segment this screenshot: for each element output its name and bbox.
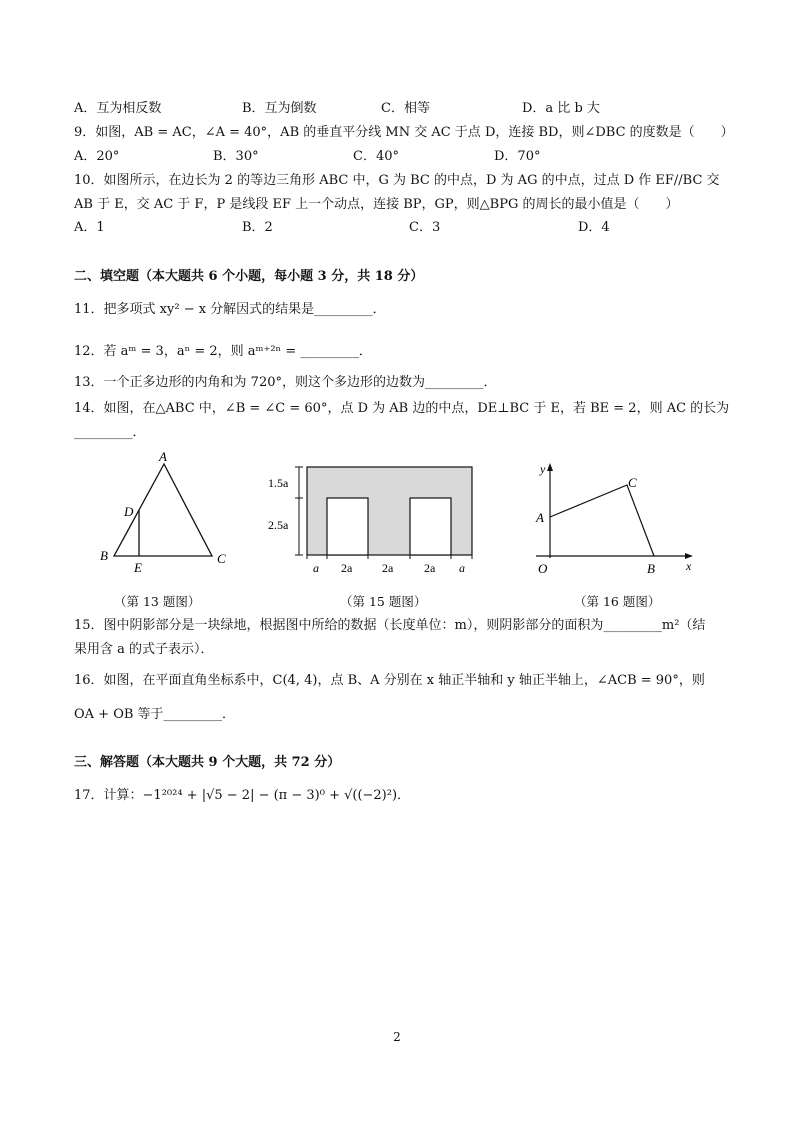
- q8-option-b: B．互为倒数: [242, 101, 317, 116]
- label-2-5a: 2.5a: [268, 518, 289, 532]
- cutout-right: [410, 498, 451, 555]
- q9-option-b: B．30°: [213, 149, 259, 164]
- figure-16-coordinate-plane: [530, 460, 700, 580]
- figure-13-caption: （第 13 题图）: [114, 594, 201, 609]
- q8-option-c: C．相等: [381, 101, 430, 116]
- q14-line1: 14．如图，在△ABC 中，∠B = ∠C = 60°，点 D 为 AB 边的中点，DE⊥BC 于 E，若 BE = 2，则 AC 的长为: [74, 401, 730, 416]
- q10-option-c: C．3: [409, 220, 441, 235]
- q11: 11．把多项式 xy² − x 分解因式的结果是_________．: [74, 302, 386, 317]
- q16-line2: OA + OB 等于_________．: [74, 707, 236, 722]
- broken-line-acb: [550, 485, 654, 556]
- q10-stem-line2: AB 于 E，交 AC 于 F，P 是线段 EF 上一个动点，连接 BP，GP，则△BPG 的周长的最小值是（ ）: [74, 197, 679, 212]
- label-bottom-2a3: 2a: [424, 561, 436, 575]
- q9-option-d: D．70°: [494, 149, 541, 164]
- q8-option-a: A．互为相反数: [74, 101, 162, 116]
- label-b: B: [100, 548, 108, 563]
- figure-13-triangle: [94, 452, 244, 577]
- label-bottom-2a1: 2a: [341, 561, 353, 575]
- page-number: 2: [393, 1030, 401, 1044]
- label-o: O: [538, 561, 548, 576]
- q9-stem: 9．如图，AB = AC，∠A = 40°，AB 的垂直平分线 MN 交 AC 于点 D，连接 BD，则∠DBC 的度数是（ ）: [74, 125, 734, 140]
- cutout-left: [327, 498, 368, 555]
- q12: 12．若 aᵐ = 3，aⁿ = 2，则 aᵐ⁺²ⁿ = _________．: [74, 344, 372, 359]
- label-bottom-2a2: 2a: [382, 561, 394, 575]
- figure-15-shaded-region: [262, 460, 482, 580]
- label-x: x: [686, 559, 692, 573]
- q9-option-c: C．40°: [353, 149, 399, 164]
- q10-option-a: A．1: [74, 220, 105, 235]
- figure-15-caption: （第 15 题图）: [340, 594, 427, 609]
- q17: 17．计算：−1²⁰²⁴ + |√5 − 2| − (π − 3)⁰ + √((−2)²)．: [74, 788, 411, 803]
- q9-option-a: A．20°: [74, 149, 120, 164]
- section-3-heading: 三、解答题（本大题共 9 个大题，共 72 分）: [74, 755, 341, 770]
- label-bottom-a2: a: [459, 561, 465, 575]
- section-2-heading: 二、填空题（本大题共 6 个小题，每小题 3 分，共 18 分）: [74, 269, 424, 284]
- label-c: C: [628, 475, 637, 490]
- q10-option-b: B．2: [242, 220, 273, 235]
- label-y: y: [540, 462, 546, 476]
- label-e: E: [134, 560, 142, 575]
- label-a: A: [159, 452, 167, 464]
- label-bottom-a1: a: [313, 561, 319, 575]
- q14-line2: _________．: [74, 425, 146, 440]
- label-d: D: [124, 504, 134, 519]
- label-c: C: [217, 551, 226, 566]
- q16-line1: 16．如图，在平面直角坐标系中，C(4, 4)，点 B、A 分别在 x 轴正半轴和 y 轴正半轴上，∠ACB = 90°，则: [74, 673, 705, 688]
- y-axis-arrow: [547, 463, 553, 471]
- q13: 13．一个正多边形的内角和为 720°，则这个多边形的边数为_________．: [74, 375, 497, 390]
- q10-option-d: D．4: [578, 220, 610, 235]
- label-1-5a: 1.5a: [268, 476, 289, 490]
- q15-line1: 15．图中阴影部分是一块绿地，根据图中所给的数据（长度单位：m），则阴影部分的面积为_________m²（结: [74, 618, 706, 633]
- q10-stem-line1: 10．如图所示，在边长为 2 的等边三角形 ABC 中，G 为 BC 的中点，D 为 AG 的中点，过点 D 作 EF//BC 交: [74, 173, 720, 188]
- q8-option-d: D．a 比 b 大: [522, 101, 600, 116]
- q15-line2: 果用含 a 的式子表示）．: [74, 642, 214, 657]
- label-a: A: [536, 510, 544, 525]
- figure-16-caption: （第 16 题图）: [574, 594, 661, 609]
- label-b: B: [647, 561, 655, 576]
